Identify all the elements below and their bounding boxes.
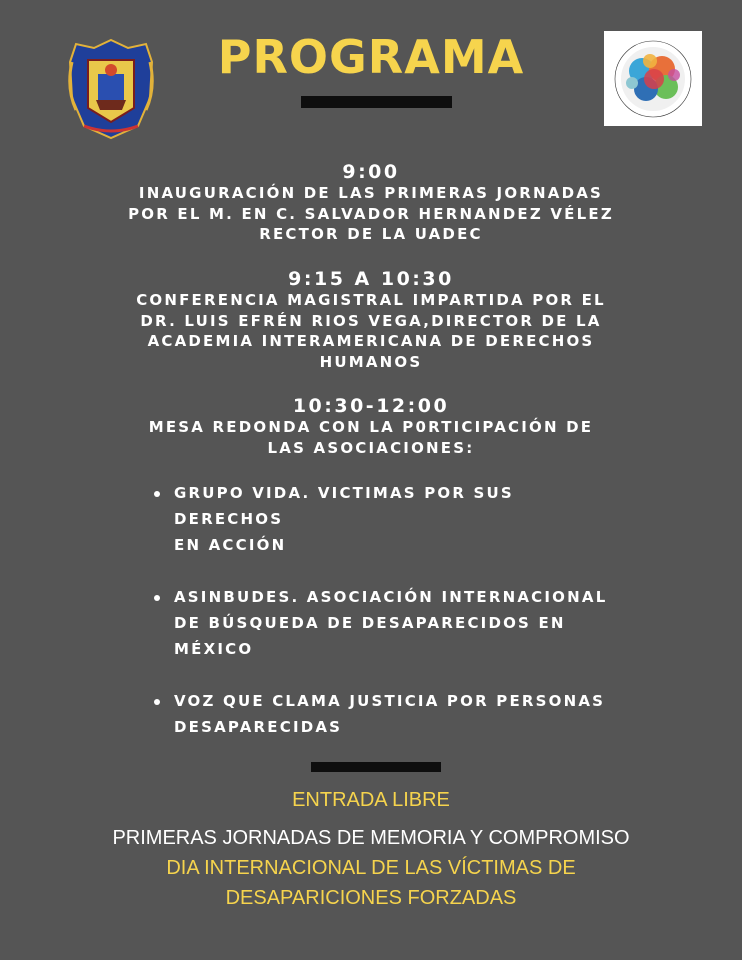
bullet-icon [154,595,160,601]
list-item [150,584,630,662]
schedule-line: ACADEMIA INTERAMERICANA DE DERECHOS [147,332,595,350]
schedule-item-1 [0,161,742,245]
schedule-line: CONFERENCIA MAGISTRAL IMPARTIDA POR EL [136,291,606,309]
list-item-line: EN ACCIÓN [174,536,287,554]
associations-list [150,480,630,766]
list-item-line: DESAPARECIDAS [174,718,343,736]
sociology-organizations-logo-icon [604,31,702,126]
schedule-line: DR. LUIS EFRÉN RIOS VEGA,DIRECTOR DE LA [140,311,602,330]
schedule-line: HUMANOS [319,352,423,371]
schedule-time: 9:00 [342,161,400,183]
list-item-line: VOZ QUE CLAMA JUSTICIA POR PERSONAS [174,692,606,710]
list-item-line: GRUPO VIDA. VICTIMAS POR SUS DERECHOS [174,484,514,528]
schedule-line: POR EL M. EN C. SALVADOR HERNANDEZ VÉLEZ [128,204,614,223]
divider-bar-bottom [311,762,441,772]
bullet-icon [154,491,160,497]
list-item-line: ASINBUDES. ASOCIACIÓN INTERNACIONAL [174,588,608,606]
commemoration-line: DIA INTERNACIONAL DE LAS VÍCTIMAS DE [166,857,576,879]
schedule-item-3 [0,395,742,458]
event-name: PRIMERAS JORNADAS DE MEMORIA Y COMPROMISO [112,827,630,849]
schedule-line: LAS ASOCIACIONES: [267,438,475,457]
commemoration-line: DESAPARICIONES FORZADAS [225,887,517,909]
list-item [150,688,630,740]
schedule-time: 9:15 A 10:30 [288,268,454,290]
bullet-icon [154,699,160,705]
schedule-item-2 [0,268,742,372]
divider-bar-top [301,96,452,108]
schedule-line: RECTOR DE LA UADEC [259,225,483,243]
list-item-line: DE BÚSQUEDA DE DESAPARECIDOS EN [174,614,566,632]
list-item [150,480,630,558]
entry-label: ENTRADA LIBRE [292,789,450,811]
schedule-time: 10:30-12:00 [292,395,450,417]
schedule-line: MESA REDONDA CON LA P0RTICIPACIÓN DE [148,418,594,436]
schedule-line: INAUGURACIÓN DE LAS PRIMERAS JORNADAS [138,184,604,202]
page-title: PROGRAMA [217,30,525,84]
list-item-line: MÉXICO [174,640,254,658]
